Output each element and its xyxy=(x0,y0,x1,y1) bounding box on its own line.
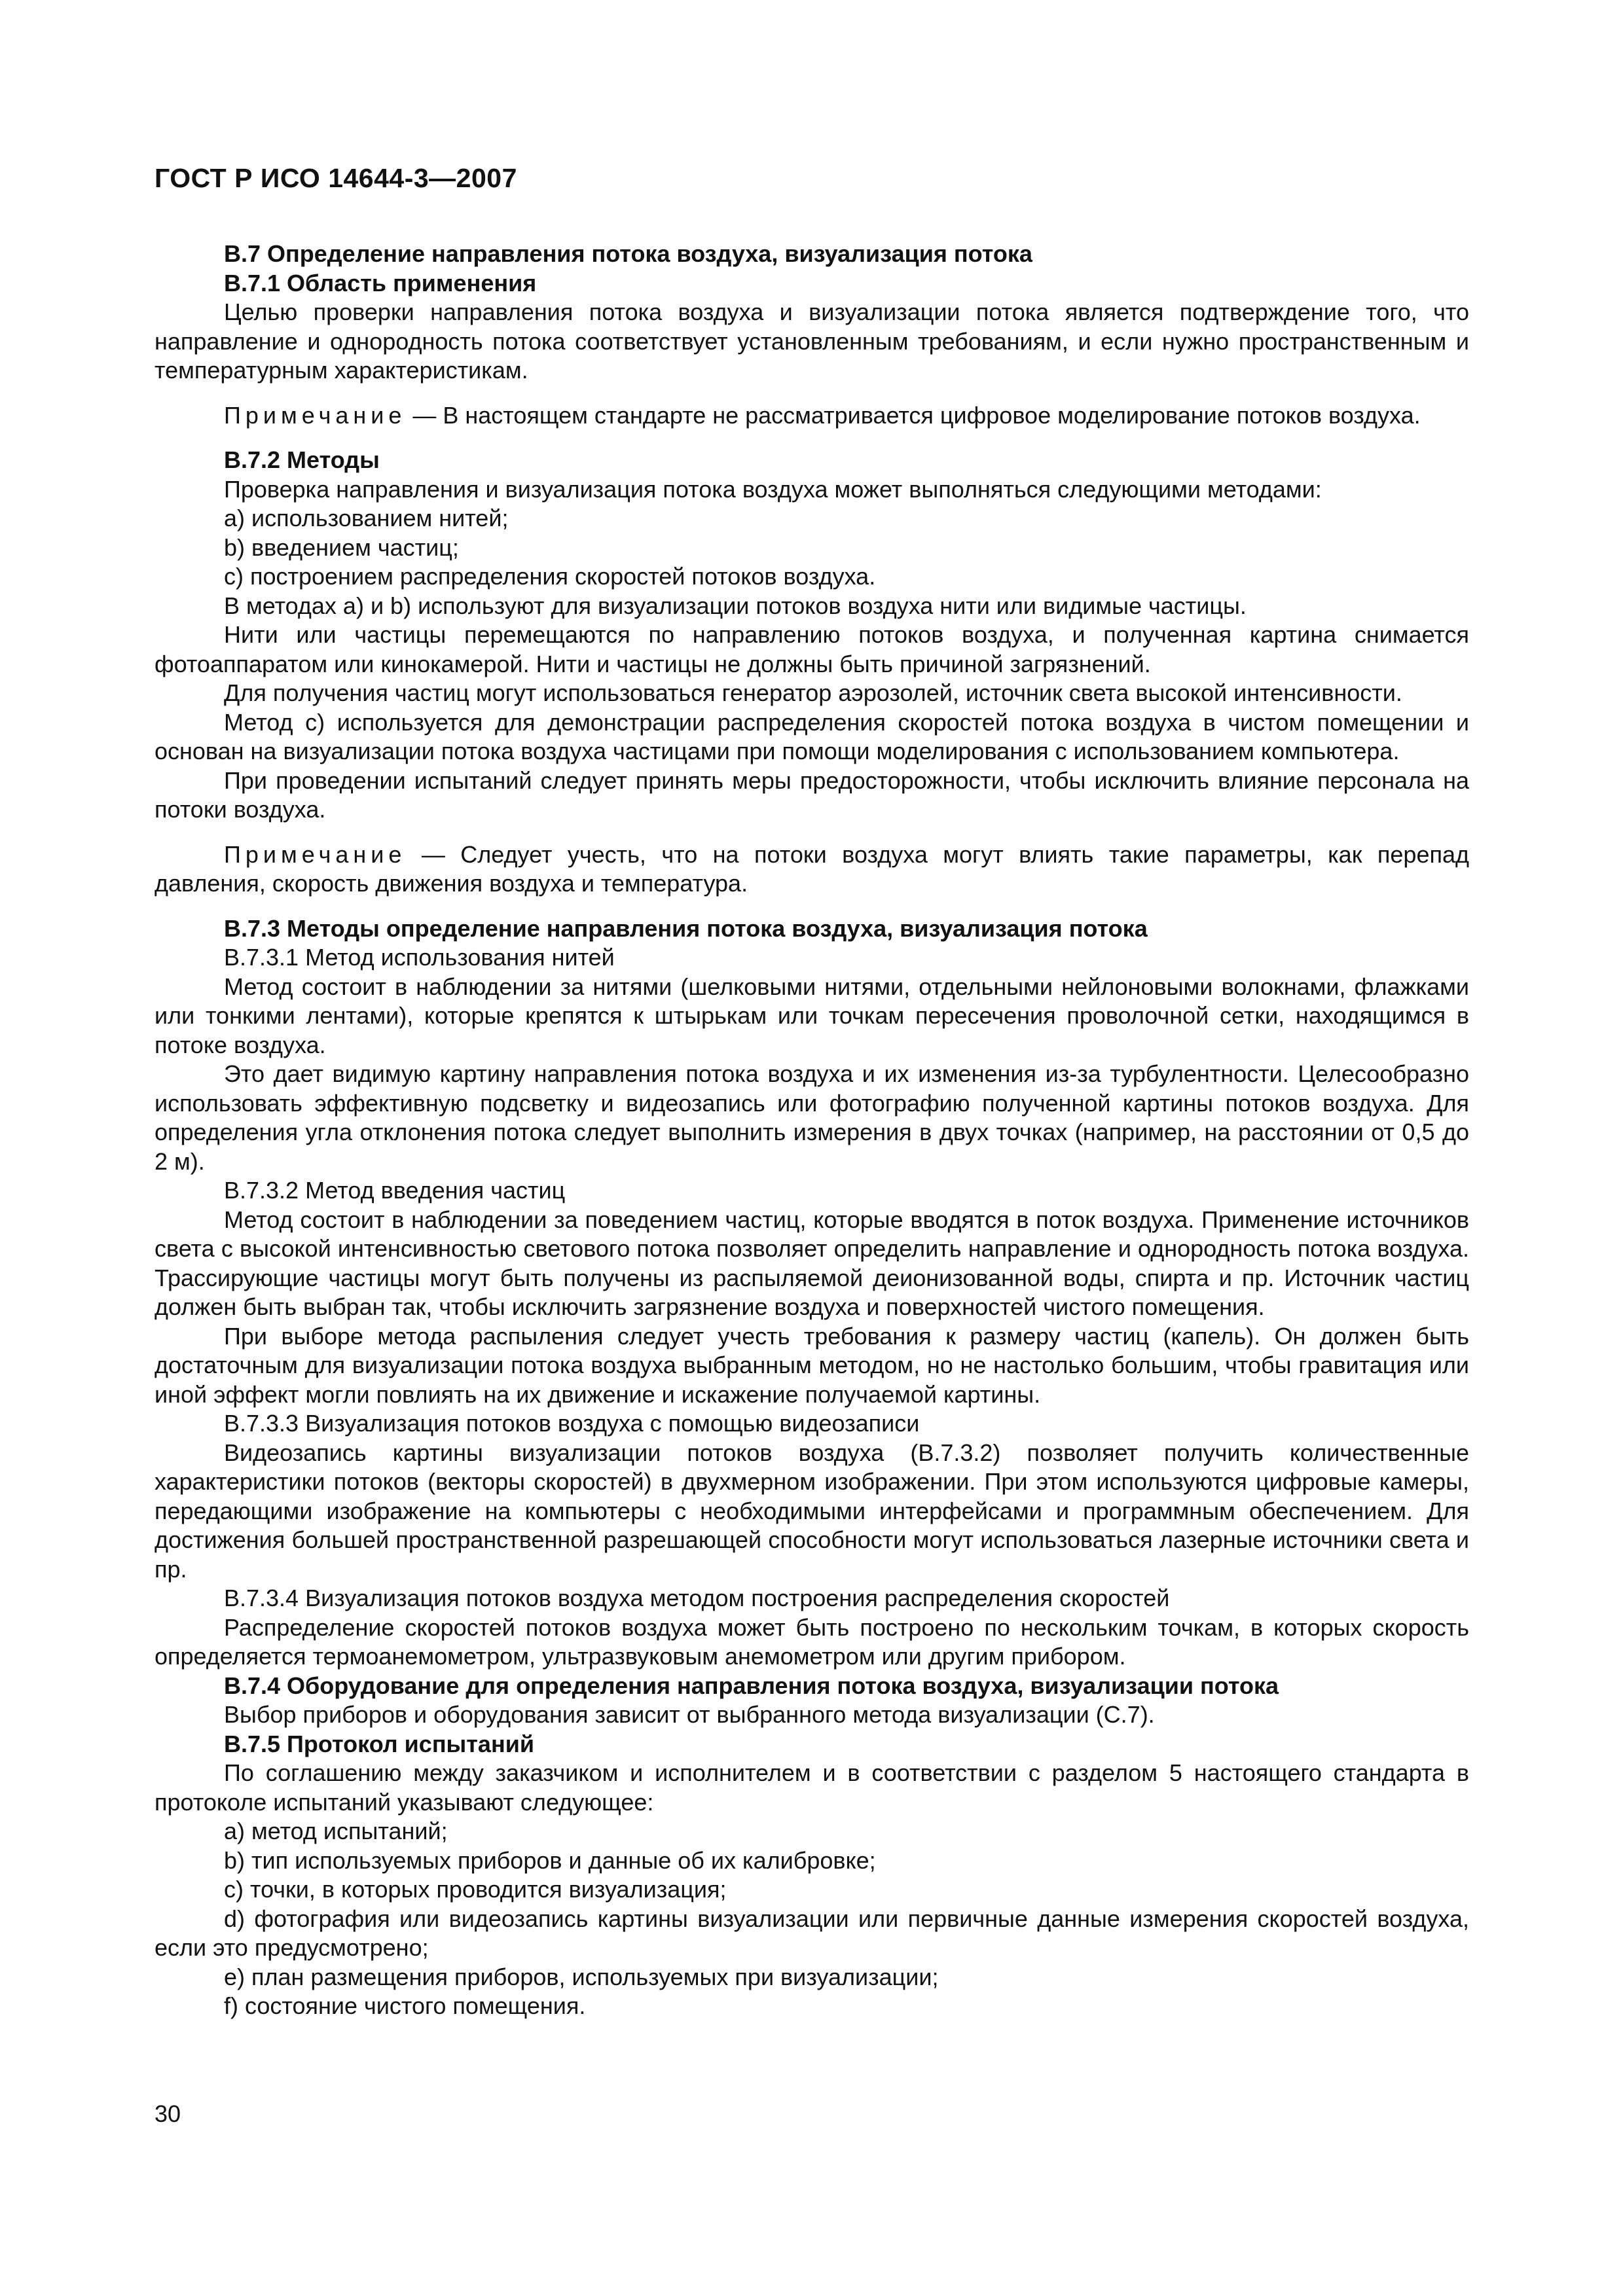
body-paragraph xyxy=(155,592,1469,621)
section-heading xyxy=(155,914,1469,944)
body-paragraph xyxy=(155,766,1469,825)
body-paragraph xyxy=(155,679,1469,708)
paragraph-text: Целью проверки направления потока воздуха и визуализации потока является подтверждение того, что направление и однородность потока соответствует установленным требованиям, и если нужно пространственным и температурным характеристикам. xyxy=(155,298,1469,384)
section-heading xyxy=(155,240,1469,269)
body-paragraph xyxy=(155,1060,1469,1176)
note-paragraph xyxy=(155,401,1469,431)
note-label: Примечание xyxy=(224,401,407,429)
paragraph-text: B.7.2 Методы xyxy=(224,446,380,473)
standard-header: ГОСТ Р ИСО 14644-3—2007 xyxy=(155,163,517,193)
body-paragraph xyxy=(155,1322,1469,1410)
body-paragraph xyxy=(155,1613,1469,1672)
note-label: Примечание xyxy=(224,840,407,868)
body-paragraph xyxy=(155,475,1469,505)
section-heading xyxy=(155,269,1469,298)
paragraph-text: В методах а) и b) используют для визуализации потоков воздуха нити или видимые частицы. xyxy=(224,592,1247,619)
body-paragraph xyxy=(155,1409,1469,1439)
page-number: 30 xyxy=(155,2100,181,2127)
paragraph-text: a) использованием нитей; xyxy=(224,505,509,531)
paragraph-text: f) состояние чистого помещения. xyxy=(224,1992,586,2019)
body-paragraph xyxy=(155,1206,1469,1322)
body-paragraph xyxy=(155,1439,1469,1585)
paragraph-text: — Следует учесть, что на потоки воздуха могут влиять такие параметры, как перепад давления, скорость движения воздуха и температура. xyxy=(155,840,1469,897)
body-paragraph xyxy=(155,562,1469,592)
paragraph-text: B.7 Определение направления потока воздуха, визуализация потока xyxy=(224,240,1032,267)
body-paragraph xyxy=(155,1176,1469,1206)
body-paragraph xyxy=(155,708,1469,766)
paragraph-text: Выбор приборов и оборудования зависит от выбранного метода визуализации (С.7). xyxy=(224,1701,1155,1728)
paragraph-text: B.7.3.2 Метод введения частиц xyxy=(224,1177,566,1204)
section-heading xyxy=(155,1672,1469,1701)
paragraph-text: Проверка направления и визуализация потока воздуха может выполняться следующими методами: xyxy=(224,475,1322,503)
paragraph-text: Это дает видимую картину направления потока воздуха и их изменения из-за турбулентности. Целесообразно использовать эффективную подсветку и видеозапись или фотографию полученной картины потоков воздуха. Для определения угла отклонения потока следует выполнить измерения в двух точках (например, на расстоянии от 0,5 до 2 м). xyxy=(155,1060,1469,1175)
paragraph-text: B.7.4 Оборудование для определения направления потока воздуха, визуализации потока xyxy=(224,1672,1279,1699)
body-paragraph xyxy=(155,1992,1469,2021)
body-paragraph xyxy=(155,504,1469,533)
paragraph-text: B.7.3.4 Визуализация потоков воздуха методом построения распределения скоростей xyxy=(224,1585,1170,1611)
paragraph-text: B.7.1 Область применения xyxy=(224,269,537,296)
paragraph-text: e) план размещения приборов, используемых при визуализации; xyxy=(224,1963,939,1990)
body-paragraph xyxy=(155,943,1469,973)
section-heading xyxy=(155,446,1469,475)
document-body xyxy=(155,240,1469,2021)
paragraph-text: Видеозапись картины визуализации потоков воздуха (B.7.3.2) позволяет получить количественные характеристики потоков (векторы скоростей) в двухмерном изображении. При этом используются цифровые камеры, передающими изображение на компьютеры с необходимыми интерфейсами и программным обеспечением. Для достижения большей пространственной разрешающей способности могут использоваться лазерные источники света и пр. xyxy=(155,1439,1469,1583)
paragraph-text: B.7.3.1 Метод использования нитей xyxy=(224,944,615,971)
body-paragraph xyxy=(155,1700,1469,1730)
paragraph-text: c) построением распределения скоростей потоков воздуха. xyxy=(224,563,876,590)
body-paragraph xyxy=(155,1759,1469,1817)
paragraph-text: a) метод испытаний; xyxy=(224,1818,448,1844)
body-paragraph xyxy=(155,973,1469,1060)
paragraph-text: По соглашению между заказчиком и исполнителем и в соответствии с разделом 5 настоящего стандарта в протоколе испытаний указывают следующее: xyxy=(155,1759,1469,1816)
paragraph-text: d) фотография или видеозапись картины визуализации или первичные данные измерения скоростей воздуха, если это предусмотрено; xyxy=(155,1905,1469,1961)
body-paragraph xyxy=(155,1584,1469,1613)
body-paragraph xyxy=(155,1963,1469,1992)
section-heading xyxy=(155,1730,1469,1759)
paragraph-text: b) тип используемых приборов и данные об их калибровке; xyxy=(224,1846,876,1874)
paragraph-text: b) введением частиц; xyxy=(224,533,459,561)
paragraph-text: Распределение скоростей потоков воздуха может быть построено по нескольким точкам, в которых скорость определяется термоанемометром, ультразвуковым анемометром или другим прибором. xyxy=(155,1613,1469,1670)
paragraph-text: При проведении испытаний следует принять меры предосторожности, чтобы исключить влияние персонала на потоки воздуха. xyxy=(155,766,1469,823)
paragraph-text: B.7.3.3 Визуализация потоков воздуха с помощью видеозаписи xyxy=(224,1410,920,1437)
body-paragraph xyxy=(155,533,1469,563)
paragraph-text: Нити или частицы перемещаются по направлению потоков воздуха, и полученная картина снимается фотоаппаратом или кинокамерой. Нити и частицы не должны быть причиной загрязнений. xyxy=(155,621,1469,677)
paragraph-text: Метод состоит в наблюдении за поведением частиц, которые вводятся в поток воздуха. Применение источников света с высокой интенсивностью светового потока позволяет определить направление и однородность потока воздуха. Трассирующие частицы могут быть получены из распыляемой деионизованной воды, спирта и пр. Источник частиц должен быть выбран так, чтобы исключить загрязнение воздуха и поверхностей чистого помещения. xyxy=(155,1206,1469,1320)
paragraph-text: B.7.3 Методы определение направления потока воздуха, визуализация потока xyxy=(224,914,1148,942)
body-paragraph xyxy=(155,1846,1469,1876)
paragraph-text: Метод состоит в наблюдении за нитями (шелковыми нитями, отдельными нейлоновыми волокнами, флажками или тонкими лентами), которые крепятся к штырькам или точкам пересечения проволочной сетки, находящимся в потоке воздуха. xyxy=(155,973,1469,1058)
paragraph-text: Метод с) используется для демонстрации распределения скоростей потока воздуха в чистом помещении и основан на визуализации потока воздуха частицами при помощи моделирования с использованием компьютера. xyxy=(155,708,1469,764)
paragraph-text: Для получения частиц могут использоваться генератор аэрозолей, источник света высокой интенсивности. xyxy=(224,679,1402,706)
body-paragraph xyxy=(155,1875,1469,1905)
paragraph-text: B.7.5 Протокол испытаний xyxy=(224,1730,534,1757)
paragraph-text: При выборе метода распыления следует учесть требования к размеру частиц (капель). Он должен быть достаточным для визуализации потока воздуха выбранным методом, но не настолько большим, чтобы гравитация или иной эффект могли повлиять на их движение и искажение получаемой картины. xyxy=(155,1322,1469,1408)
paragraph-text: — В настоящем стандарте не рассматривается цифровое моделирование потоков воздуха. xyxy=(406,401,1421,429)
body-paragraph xyxy=(155,1905,1469,1963)
body-paragraph xyxy=(155,1817,1469,1846)
body-paragraph xyxy=(155,298,1469,386)
body-paragraph xyxy=(155,620,1469,679)
paragraph-text: c) точки, в которых проводится визуализация; xyxy=(224,1876,727,1903)
note-paragraph xyxy=(155,840,1469,899)
